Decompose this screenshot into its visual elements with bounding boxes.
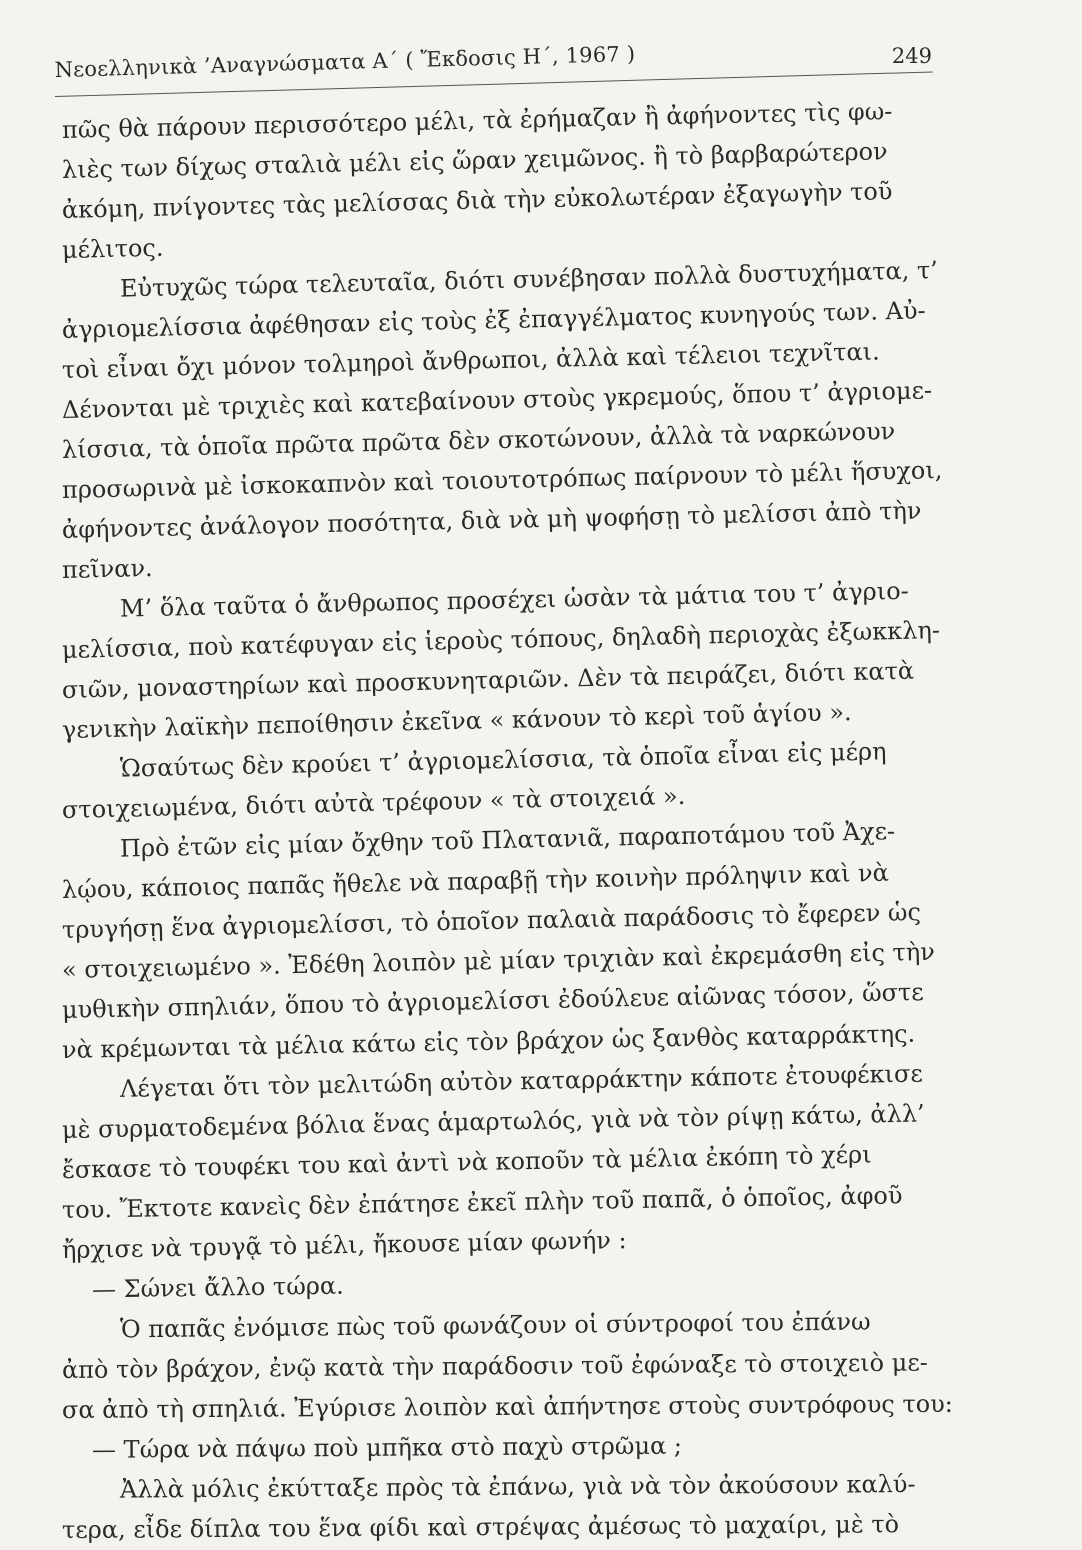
text-line: λῴου, κάποιος παπᾶς ἤθελε νὰ παραβῇ τὴν κοινὴν πρόληψιν καὶ νὰ: [61, 858, 890, 904]
text-line: — Σώνει ἄλλο τώρα.: [91, 1271, 344, 1304]
text-line: σα ἀπὸ τὴ σπηλιά. Ἐγύρισε λοιπὸν καὶ ἀπήντησε στοὺς συντρόφους του:: [61, 1389, 953, 1424]
text-line: Μ’ ὅλα ταῦτα ὁ ἄνθρωπος προσέχει ὡσὰν τὰ μάτια του τ’ ἀγριο-: [119, 576, 910, 623]
text-line: ἀκόμη, πνίγοντες τὰς μελίσσας διὰ τὴν εὐκολωτέραν ἐξαγωγὴν τοῦ: [61, 177, 893, 224]
header-title: Νεοελληνικὰ ’Αναγνώσματα Α΄ ( Ἔκδοσις Η΄, 1967 ): [54, 41, 636, 82]
body-text: [61, 97, 953, 1550]
text-line: στοιχειωμένα, διότι αὐτὰ τρέφουν « τὰ στοιχειά ».: [61, 781, 686, 824]
text-line: μὲ συρματοδεμένα βόλια ἕνας ἁμαρτωλός, γιὰ νὰ τὸν ρίψῃ κάτω, ἀλλ’: [61, 1099, 925, 1144]
text-line: ἀπὸ τὸν βράχον, ἐνῷ κατὰ τὴν παράδοσιν τοῦ ἐφώναξε τὸ στοιχειὸ με-: [61, 1348, 928, 1384]
text-line: ἀγριομελίσσια ἀφέθησαν εἰς τοὺς ἐξ ἐπαγγέλματος κυνηγούς των. Αὐ-: [61, 296, 926, 344]
text-line: Πρὸ ἐτῶν εἰς μίαν ὄχθην τοῦ Πλατανιᾶ, παραποτάμου τοῦ Ἀχε-: [119, 817, 896, 863]
text-line: ἀφήνοντες ἀνάλογον ποσότητα, διὰ νὰ μὴ ψοφήσῃ τὸ μελίσσι ἀπὸ τὴν: [61, 496, 922, 544]
text-line: μυθικὴν σπηλιάν, ὅπου τὸ ἀγριομελίσσι ἐδούλευε αἰῶνας τόσον, ὥστε: [61, 977, 924, 1024]
running-header: [54, 41, 932, 92]
text-line: μέλιτος.: [61, 233, 164, 264]
text-line: Λέγεται ὅτι τὸν μελιτώδη αὐτὸν καταρράκτην κάποτε ἐτουφέκισε: [119, 1059, 924, 1103]
text-line: — Τώρα νὰ πάψω ποὺ μπῆκα στὸ παχὺ στρῶμα ;: [91, 1431, 683, 1464]
text-line: τοὶ εἶναι ὄχι μόνον τολμηροὶ ἄνθρωποι, ἀλλὰ καὶ τέλειοι τεχνῖται.: [61, 337, 880, 384]
text-line: ἤρχισε νὰ τρυγᾷ τὸ μέλι, ἤκουσε μίαν φωνήν :: [61, 1226, 627, 1264]
text-line: νὰ κρέμωνται τὰ μέλια κάτω εἰς τὸν βράχον ὡς ξανθὸς καταρράκτης.: [61, 1019, 916, 1064]
text-line: « στοιχειωμένο ». Ἐδέθη λοιπὸν μὲ μίαν τριχιὰν καὶ ἐκρεμάσθη εἰς τὴν: [61, 937, 936, 984]
page-number: 249: [891, 44, 932, 68]
text-line: λίσσια, τὰ ὁποῖα πρῶτα πρῶτα δὲν σκοτώνουν, ἀλλὰ τὰ ναρκώνουν: [61, 417, 896, 464]
text-line: τερα, εἶδε δίπλα του ἕνα φίδι καὶ στρέψας ἀμέσως τὸ μαχαίρι, μὲ τὸ: [61, 1510, 900, 1544]
text-line: ἔσκασε τὸ τουφέκι του καὶ ἀντὶ νὰ κοποῦν τὰ μέλια ἐκόπη τὸ χέρι: [61, 1140, 872, 1184]
text-line: πῶς θὰ πάρουν περισσότερο μέλι, τὰ ἐρήμαζαν ἢ ἀφήνοντες τὶς φω-: [61, 97, 893, 144]
text-line: του. Ἔκτοτε κανεὶς δὲν ἐπάτησε ἐκεῖ πλὴν τοῦ παπᾶ, ὁ ὁποῖος, ἀφοῦ: [61, 1181, 903, 1224]
text-line: μελίσσια, ποὺ κατέφυγαν εἰς ἱεροὺς τόπους, δηλαδὴ περιοχὰς ἐξωκκλη-: [61, 616, 941, 664]
text-line: προσωρινὰ μὲ ἰσκοκαπνὸν καὶ τοιουτοτρόπως παίρνουν τὸ μέλι ἥσυχοι,: [61, 456, 943, 504]
text-line: λιὲς των δίχως σταλιὰ μέλι εἰς ὥραν χειμῶνος. ἢ τὸ βαρβαρώτερον: [61, 137, 888, 184]
text-line: γενικὴν λαϊκὴν πεποίθησιν ἐκεῖνα « κάνουν τὸ κερὶ τοῦ ἁγίου ».: [61, 698, 852, 744]
text-line: Δένονται μὲ τριχιὲς καὶ κατεβαίνουν στοὺς γκρεμούς, ὅπου τ’ ἀγριομε-: [61, 376, 933, 424]
text-line: τρυγήσῃ ἕνα ἀγριομελίσσι, τὸ ὁποῖον παλαιὰ παράδοσις τὸ ἔφερεν ὡς: [61, 898, 922, 944]
text-line: σιῶν, μοναστηρίων καὶ προσκυνηταριῶν. Δὲν τὰ πειράζει, διότι κατὰ: [61, 656, 915, 704]
text-line: Εὐτυχῶς τώρα τελευταῖα, διότι συνέβησαν πολλὰ δυστυχήματα, τ’: [119, 256, 939, 303]
text-line: Ἀλλὰ μόλις ἐκύτταξε πρὸς τὰ ἐπάνω, γιὰ νὰ τὸν ἀκούσουν καλύ-: [119, 1470, 916, 1504]
text-line: πεῖναν.: [61, 553, 153, 584]
text-line: Ὡσαύτως δὲν κρούει τ’ ἀγριομελίσσια, τὰ ὁποῖα εἶναι εἰς μέρη: [119, 737, 887, 783]
text-line: Ὁ παπᾶς ἐνόμισε πὼς τοῦ φωνάζουν οἱ σύντροφοί του ἐπάνω: [119, 1307, 871, 1344]
